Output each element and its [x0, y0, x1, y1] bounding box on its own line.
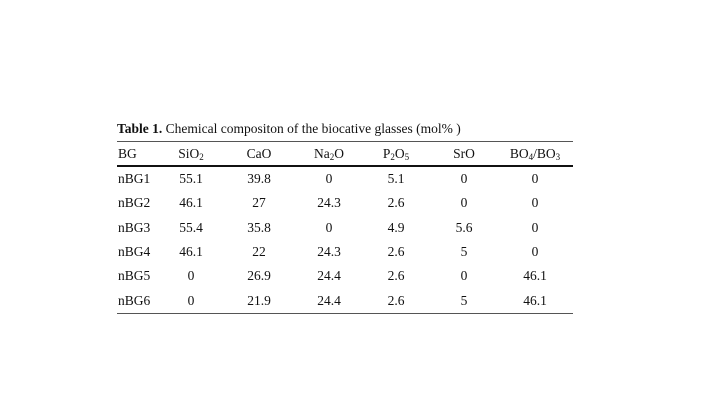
- cell-p2o5: 5.1: [387, 171, 405, 187]
- cell-bo4-bo3: 46.1: [523, 292, 547, 308]
- header-bg: BG: [118, 145, 137, 161]
- cell-sro: 0: [460, 268, 468, 284]
- cell-sio2: 55.4: [179, 219, 203, 235]
- cell-bo4-bo3: 0: [531, 195, 539, 211]
- cell-na2o: 24.3: [317, 244, 341, 260]
- table-row: [117, 288, 573, 313]
- cell-sro: 5.6: [455, 219, 473, 235]
- cell-bg-name: nBG2: [118, 195, 151, 211]
- table-header-row: [117, 142, 573, 167]
- table-caption-label: Table 1.: [117, 121, 163, 136]
- cell-bg-name: nBG4: [118, 244, 151, 260]
- table-row: [117, 166, 573, 191]
- cell-cao: 35.8: [247, 219, 271, 235]
- cell-sio2: 46.1: [179, 195, 203, 211]
- composition-table-block: [117, 120, 573, 314]
- table-row: [117, 216, 573, 240]
- cell-p2o5: 2.6: [387, 195, 405, 211]
- cell-p2o5: 4.9: [387, 219, 405, 235]
- cell-bo4-bo3: 0: [531, 219, 539, 235]
- header-sio2: SiO$_2$: [178, 145, 204, 162]
- cell-bg-name: nBG5: [118, 268, 151, 284]
- cell-p2o5: 2.6: [387, 268, 405, 284]
- header-na2o: $Na_2O$: [314, 145, 344, 162]
- header-cao: CaO: [246, 145, 272, 161]
- composition-table: [117, 141, 573, 314]
- cell-na2o: 24.4: [317, 292, 341, 308]
- cell-cao: 21.9: [247, 292, 271, 308]
- table-caption-text: Chemical compositon of the biocative glasses (mol% ): [165, 121, 461, 136]
- cell-cao: 26.9: [247, 268, 271, 284]
- table-row: [117, 191, 573, 215]
- cell-bo4-bo3: 0: [531, 171, 539, 187]
- cell-cao: 27: [252, 195, 266, 211]
- header-bo4-bo3: $BO_4/BO_3$: [509, 145, 561, 162]
- cell-bo4-bo3: 46.1: [523, 268, 547, 284]
- cell-p2o5: 2.6: [387, 292, 405, 308]
- cell-bg-name: nBG1: [118, 171, 151, 187]
- cell-na2o: 24.3: [317, 195, 341, 211]
- cell-na2o: 0: [325, 219, 333, 235]
- table-row: [117, 264, 573, 288]
- cell-sio2: 55.1: [179, 171, 203, 187]
- header-sro: SrO: [453, 145, 475, 161]
- cell-bg-name: nBG6: [118, 292, 151, 308]
- table-row: [117, 240, 573, 264]
- cell-bo4-bo3: 0: [531, 244, 539, 260]
- cell-bg-name: nBG3: [118, 219, 151, 235]
- cell-sio2: 0: [187, 292, 195, 308]
- header-p2o5: $P_2O_5$: [382, 145, 410, 162]
- cell-p2o5: 2.6: [387, 244, 405, 260]
- cell-sro: 5: [460, 292, 468, 308]
- cell-na2o: 24.4: [317, 268, 341, 284]
- cell-cao: 22: [252, 244, 266, 260]
- cell-sro: 0: [460, 171, 468, 187]
- cell-sio2: 46.1: [179, 244, 203, 260]
- table-caption: [117, 120, 573, 137]
- cell-sio2: 0: [187, 268, 195, 284]
- cell-na2o: 0: [325, 171, 333, 187]
- cell-cao: 39.8: [247, 171, 271, 187]
- cell-sro: 0: [460, 195, 468, 211]
- cell-sro: 5: [460, 244, 468, 260]
